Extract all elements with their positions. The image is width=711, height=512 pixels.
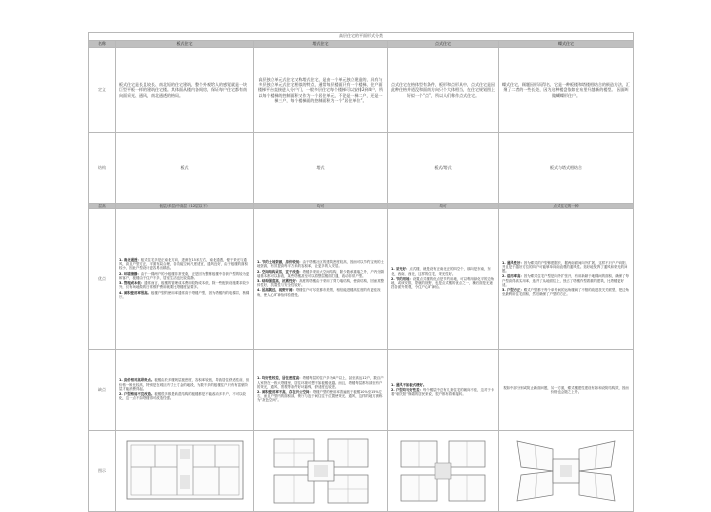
list-item: 1. 房价相对高昂贵点。板楼由於多楼规层板密度，容积率较低，导致居住舒适性前，但价格一般比较高，特别是在城区内寸土寸金的地段，为数不多的板楼住户只有有富豪阶层才能消费得起。 bbox=[119, 378, 250, 391]
advantages-board bbox=[116, 209, 254, 350]
advantages-tower bbox=[254, 209, 388, 350]
header-name: 名称 bbox=[89, 41, 116, 48]
disadvantages-label: 缺点 bbox=[89, 350, 116, 431]
list-item: 4. 面积使用率很高。板楼户型的使用率通常高于塔楼户型，因为塔楼内的电梯井，核梯厅。 bbox=[119, 290, 250, 299]
list-item: 1. 采光好：点式楼，就是设有正南北正的四空个，那向是东南，东北，西南，西北，这样的住宅，采光性好。 bbox=[391, 267, 491, 276]
structure-butterfly: 板式与塔式相结合 bbox=[499, 133, 634, 204]
structure-point: 板式/塔式 bbox=[388, 133, 499, 204]
level-tower: 均可 bbox=[254, 204, 388, 209]
list-item: 2. 环境清静：由于一梯两户的小板楼非常受欢，正是因为整栋板楼中各套户型的较为更和客户，板楼由于住户不多，居室生活也比较清静。 bbox=[119, 271, 250, 280]
list-item: 2. 适用率高：因为蝶式住宅户型是向外扩张开，有用新颖于地梯间的面积，确保了每户型高得高实用率，选并了从地面往上，独占了塔楼作型着重的建筑，比塔楼更好适。 bbox=[502, 274, 629, 287]
header-board: 板式住宅 bbox=[116, 41, 254, 48]
advantages-row bbox=[89, 209, 634, 350]
definition-tower: 高层独立单元式住宅又称塔式住宅，是由一个单元独立建造的，具有与多层独立单元式住宅相似的特点，通常每层楼面只有一个楼梯、住户面楼梯平台直接进入分户门，一般多层住宅每个楼梯可以安排2到4户，所以每个楼梯的控制面积又作为一个居住单元，不论是一梯二户，还是一梯三户，每个楼梯面的控制面积为一个“居住单位”。 bbox=[254, 48, 388, 133]
figure-row bbox=[89, 431, 634, 512]
disadvantages-butterfly: 观如中部分别或防止新面问题，另一方面，蝶式楼建性建设有如和设防结构效，因而价格也会随之上升。 bbox=[499, 350, 634, 431]
level-label: 层高 bbox=[89, 204, 116, 209]
table-title-row bbox=[89, 33, 634, 41]
list-item: 4. 居高眺远，视野开阔：塔楼住户可尽览都市美景，相信能进楼高住度的有更佳视角，使人心旷神怡体验感受。 bbox=[257, 288, 381, 297]
list-item: 3. 户型方正：蝶式户型都于每个单号间的运角楼阀了不错的改进扶关关联型，把边角至最利用住宅面积，然后确保了户型的方正。 bbox=[502, 287, 629, 297]
figure-tower bbox=[254, 431, 388, 512]
structure-label: 结构 bbox=[89, 133, 116, 204]
document-page bbox=[88, 32, 633, 494]
definition-board: 板式住宅是长且较长、南北短的住宅建筑，整个外观给人的感觉就是一块巨型平板一样的建筑住宅楼。其体面从楼内各间房，保证每户住宅都有南向面采光、通风，南北通透的格局。 bbox=[116, 48, 254, 133]
table-title: 高层住宅的平面形式分类 bbox=[89, 33, 634, 41]
figure-board bbox=[116, 431, 254, 512]
definition-butterfly: 蝶式住宅，顾题因形而得名，它是一种板楼和塔楼相结合的极造方法，汇聚了二者的一些长处，因为这种楼盘依如在布里升越新的楼型。 因面叫做蝴蝶形住户。 bbox=[499, 48, 634, 133]
list-item: 1. 南北通透：板式住宅多是正南北方向，进深在15米左右，南北通透，便于采光与通风，高且户型方正，平面布局合理，各功能空间尺度适宜，通风良好，由于板楼的面积较小，因此户型设计更容易出精品。 bbox=[119, 258, 248, 271]
list-item: 2. 节约用地：设置点式楼的优点是节约用地，可以利用绿化平的边角地，或该安排，蒙就的视野，也是点式楼的优点之一，操后面是无遮挡各面外景观，令住户心旷神怡。 bbox=[391, 276, 495, 290]
list-item: 1. 节约土地资源，房价较低：由于塔楼社区的建筑密度较高，因而可以节约宝贵的土地资源，有效提高每平方米的容积率，让更多的人安居。 bbox=[257, 260, 384, 269]
header-point: 点式住宅 bbox=[388, 41, 499, 48]
tower-floor-plan bbox=[266, 435, 376, 507]
list-item: 1. 通风不如板式楼好。 bbox=[391, 382, 427, 387]
figure-label: 图示 bbox=[89, 431, 116, 512]
structure-row bbox=[89, 133, 634, 204]
structure-board: 板式 bbox=[116, 133, 254, 204]
list-item: 1. 通风性好：因为蝶式的户型修建据长，据两南面间向外扩展，这样不只户户向阳，并且是于越好方位的四户可能够单向南直观的通风性。拓好地发挥了通风和采光的问题。 bbox=[502, 260, 629, 274]
list-item: 2. 面积使用率不高，存在共公空间：塔楼户型的使用率普遍低于板楼10%至15%左右，而且户型内的面积部，锁厅与连于间往往于位置使采光、通风，这样的地方被称为“灰色空间”。 bbox=[257, 390, 383, 403]
table-header-row bbox=[89, 41, 634, 48]
advantages-butterfly bbox=[499, 209, 634, 350]
disadvantages-point bbox=[388, 350, 499, 431]
housing-type-table bbox=[88, 32, 634, 512]
figure-point bbox=[388, 431, 499, 512]
figure-butterfly bbox=[499, 431, 634, 512]
disadvantages-tower bbox=[254, 350, 388, 431]
level-butterfly: 点式住宅的一种 bbox=[499, 204, 634, 209]
advantages-point bbox=[388, 209, 499, 350]
advantages-label: 优点 bbox=[89, 209, 116, 350]
level-board: 低层/多层/中高层（12层以下） bbox=[116, 204, 254, 209]
list-item: 3. 结构强度高，抗震性好：高度的塔楼由于采用了剪力墙结构，使高结构，因而其整体性好，抗震性与安全性较好。 bbox=[257, 279, 384, 288]
list-item: 2. 户型格局不宜改造。板楼很多都是砖混结构的板楼都是不能改动多半户，不可以较化，这一点不如塔楼得可改造性强。 bbox=[119, 392, 246, 401]
definition-point: 点式住宅在格体型有条件，板形和点形具中，点式住宅是因此种住格并道没和面南方向只个大体相当，在住宅规划图上好似一个“点”，所以人们称作点式住宅。 bbox=[388, 48, 499, 133]
list-item: 2. 户型均匀好性差：每个楼层中总有几套住宅的朝向不佳，这对于卡看“朝关阳”修端的居民来说，很户都有将难接转。 bbox=[391, 387, 495, 397]
header-tower: 塔式住宅 bbox=[254, 41, 388, 48]
disadvantages-row bbox=[89, 350, 634, 431]
definition-row bbox=[89, 48, 634, 133]
structure-tower: 塔式 bbox=[254, 133, 388, 204]
butterfly-floor-plan bbox=[511, 435, 621, 507]
header-butterfly: 蝶式住宅 bbox=[499, 41, 634, 48]
list-item: 2. 空间结构灵活，宜于改造：塔楼多采用大空间结构，除少数承重墙之外，户内分隔墙基本都可以拆改，某些塔楼甚至可以将整层楼面打通，改动非常户型。 bbox=[257, 269, 384, 278]
point-floor-plan bbox=[395, 435, 491, 507]
board-floor-plan bbox=[125, 435, 245, 507]
definition-label: 定义 bbox=[89, 48, 116, 133]
level-point: 均可 bbox=[388, 204, 499, 209]
disadvantages-board bbox=[116, 350, 254, 431]
list-item: 3. 管理成本低：通常而言，板楼的管理成本费用较物成本低，除一些配套设施要求较少外，仅有场地做的日常维护费用就要比塔楼度品要多。 bbox=[119, 281, 250, 290]
list-item: 1. 均好性较差，居住密度高：塔楼每层的住户多为8户以上，甚至高达12户，数百户人家挤在一栋大塔楼里，居住环境可想不如板楼优越。而且，塔楼每层都布部至有户的采光，通风、景观等条件好坏悬殊，舒适度也较差。 bbox=[257, 376, 384, 389]
